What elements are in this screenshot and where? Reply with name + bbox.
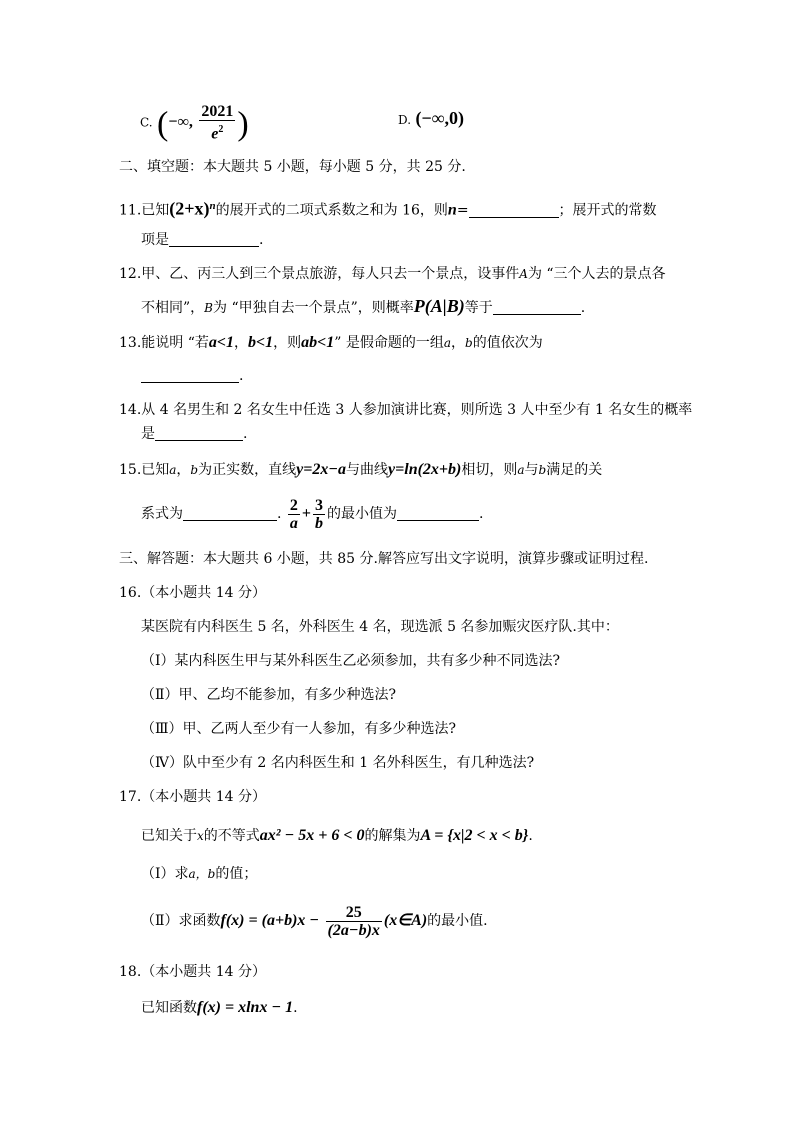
- answer-blank[interactable]: [155, 426, 243, 441]
- answer-blank[interactable]: [397, 506, 479, 521]
- text: 的展开式的二项式系数之和为 16，则: [215, 202, 448, 219]
- question-18-statement: [141, 998, 298, 1018]
- var-b: b: [190, 463, 199, 477]
- text: 不相同”，: [141, 300, 205, 316]
- eq: =: [456, 202, 469, 219]
- answer-blank[interactable]: [493, 300, 581, 315]
- fraction-2021-e2: [199, 103, 235, 142]
- q-num: 14.: [119, 402, 142, 418]
- option-d: [398, 108, 464, 130]
- exp: n: [209, 200, 216, 212]
- fraction-25: [326, 904, 382, 939]
- comma: ，: [451, 335, 466, 351]
- vars: a，b: [188, 867, 216, 881]
- text: 甲、乙、丙三人到三个景点旅游，每人只去一个景点，设事件: [141, 266, 520, 282]
- question-15-line-2: [141, 494, 483, 534]
- var-a: a: [169, 463, 177, 477]
- answer-blank[interactable]: [183, 506, 277, 521]
- question-16-part-3: （Ⅲ）甲、乙两人至少有一人参加，有多少种选法?: [141, 721, 457, 737]
- q-num: 12.: [119, 266, 142, 282]
- dot: .: [277, 506, 282, 522]
- den-exp: 2: [218, 124, 224, 135]
- question-14-line-1: [119, 400, 692, 420]
- question-13-line-1: [119, 333, 543, 353]
- text: 是: [141, 426, 155, 442]
- expr: ab<1: [301, 334, 335, 351]
- text: 与曲线: [346, 462, 389, 478]
- text: 与: [524, 462, 539, 478]
- denominator: [199, 121, 235, 142]
- section-3-heading: 三、解答题：本大题共 6 小题，共 85 分.解答应写出文字说明，演算步骤或证明过程.: [119, 551, 649, 567]
- text: （Ⅰ）求: [141, 866, 189, 882]
- text: 项是: [141, 232, 169, 248]
- q-num: 13.: [119, 335, 142, 351]
- inequality: ax² − 5x + 6 < 0: [259, 827, 365, 844]
- question-16-heading: 16.（本小题共 14 分）: [119, 585, 266, 601]
- text: 等于: [464, 300, 493, 316]
- right-paren: ): [237, 105, 249, 143]
- function-expr: f(x) = (a+b)x −: [220, 912, 320, 929]
- answer-blank[interactable]: [469, 203, 559, 218]
- q-num: 11.: [119, 202, 142, 219]
- text: 相切，则: [461, 462, 518, 478]
- expr: P(A|B): [413, 296, 465, 316]
- question-18-heading: 18.（本小题共 14 分）: [119, 964, 266, 980]
- fraction-2-over-a: [288, 497, 300, 532]
- end: .: [580, 300, 586, 316]
- text: ；展开式的常数: [558, 202, 657, 219]
- question-14-line-2: [141, 424, 247, 444]
- text: 的值依次为: [472, 335, 543, 351]
- text: 系式为: [141, 506, 183, 522]
- plus: +: [301, 505, 312, 522]
- section-2-heading: 二、填空题：本大题共 5 小题，每小题 5 分，共 25 分.: [119, 159, 466, 175]
- q-num: 15.: [119, 462, 142, 478]
- question-13-line-2: [141, 366, 243, 386]
- text: 从 4 名男生和 2 名女生中任选 3 人参加演讲比赛，则所选 3 人中至少有 1 名女生的概率: [141, 402, 693, 418]
- expr: y=ln(2x+b): [388, 461, 462, 478]
- var-a: a: [517, 463, 525, 477]
- question-16-part-1: （Ⅰ）某内科医生甲与某外科医生乙必须参加，共有多少种不同选法?: [141, 653, 561, 669]
- option-c-label: C.: [140, 115, 153, 130]
- text: 为 “甲独自去一个景点”，则概率: [213, 300, 414, 316]
- text: （Ⅱ）求函数: [141, 913, 221, 929]
- neg-infinity: −∞,: [168, 113, 193, 131]
- var-b: b: [538, 463, 547, 477]
- var-n: n: [447, 201, 457, 219]
- fraction-3-over-b: [313, 497, 325, 532]
- text: 的最小值.: [427, 913, 488, 929]
- var-a: a: [443, 336, 452, 350]
- expr: (2+x): [169, 198, 210, 219]
- text: 的最小值为: [327, 506, 398, 522]
- text: 已知关于: [141, 828, 197, 844]
- domain: (x∈A): [383, 912, 428, 929]
- option-c: [140, 103, 249, 142]
- text: 为 “三个人去的景点各: [527, 266, 666, 282]
- den-base: e: [211, 125, 219, 143]
- denominator: a: [289, 514, 298, 532]
- option-d-expr: (−∞,0): [415, 108, 465, 128]
- text: 能说明 “若: [141, 335, 209, 351]
- comma: ，: [176, 462, 191, 478]
- expr: a<1: [208, 334, 234, 351]
- numerator: 2: [289, 496, 298, 514]
- function-expr: f(x) = xlnx − 1: [197, 999, 294, 1016]
- dot: .: [528, 828, 533, 844]
- question-11-line-2: [141, 230, 263, 250]
- numerator: 3: [315, 496, 324, 514]
- question-17-statement: [141, 826, 533, 846]
- var-b: B: [204, 301, 213, 315]
- question-17-heading: 17.（本小题共 14 分）: [119, 789, 266, 805]
- end: .: [479, 506, 484, 522]
- comma: ，: [234, 335, 248, 351]
- question-15-line-1: [119, 460, 602, 480]
- question-16-part-4: （Ⅳ）队中至少有 2 名内科医生和 1 名外科医生，有几种选法?: [141, 755, 535, 771]
- var-b: b: [465, 336, 473, 350]
- denominator: b: [315, 514, 324, 532]
- solution-set: A = {x|2 < x < b}: [420, 827, 529, 844]
- var-x: x: [197, 829, 204, 843]
- question-12-line-2: [141, 296, 585, 318]
- numerator: 2021: [201, 103, 234, 120]
- text: 满足的关: [546, 462, 603, 478]
- left-paren: (: [157, 105, 169, 143]
- answer-blank[interactable]: [169, 232, 259, 247]
- end: .: [243, 426, 248, 442]
- text: 已知: [141, 202, 170, 219]
- var-a: A: [519, 267, 528, 281]
- option-d-label: D.: [398, 113, 412, 127]
- text: 的解集为: [364, 828, 421, 844]
- text: ” 是假命题的一组: [334, 335, 444, 351]
- question-16-intro: 某医院有内科医生 5 名，外科医生 4 名，现选派 5 名参加赈灾医疗队.其中：: [141, 619, 619, 635]
- text: 已知: [141, 462, 170, 478]
- text: 的值；: [215, 866, 258, 882]
- denominator: (2a−b)x: [327, 921, 380, 939]
- text: ，则: [273, 335, 302, 351]
- text: 为正实数，直线: [198, 462, 297, 478]
- text: 已知函数: [141, 1000, 197, 1016]
- question-17-part-1: [141, 864, 257, 884]
- answer-blank[interactable]: [141, 368, 239, 383]
- expr: y=2x−a: [296, 461, 347, 478]
- numerator: 25: [326, 904, 382, 922]
- question-11-line-1: [119, 196, 657, 221]
- dot: .: [293, 1000, 298, 1016]
- end: .: [239, 368, 244, 384]
- question-17-part-2: [141, 900, 488, 942]
- expr: b<1: [248, 334, 274, 351]
- text: 的不等式: [203, 828, 260, 844]
- end: .: [259, 232, 264, 248]
- question-12-line-1: [119, 264, 666, 284]
- question-16-part-2: （Ⅱ）甲、乙均不能参加，有多少种选法?: [141, 687, 397, 703]
